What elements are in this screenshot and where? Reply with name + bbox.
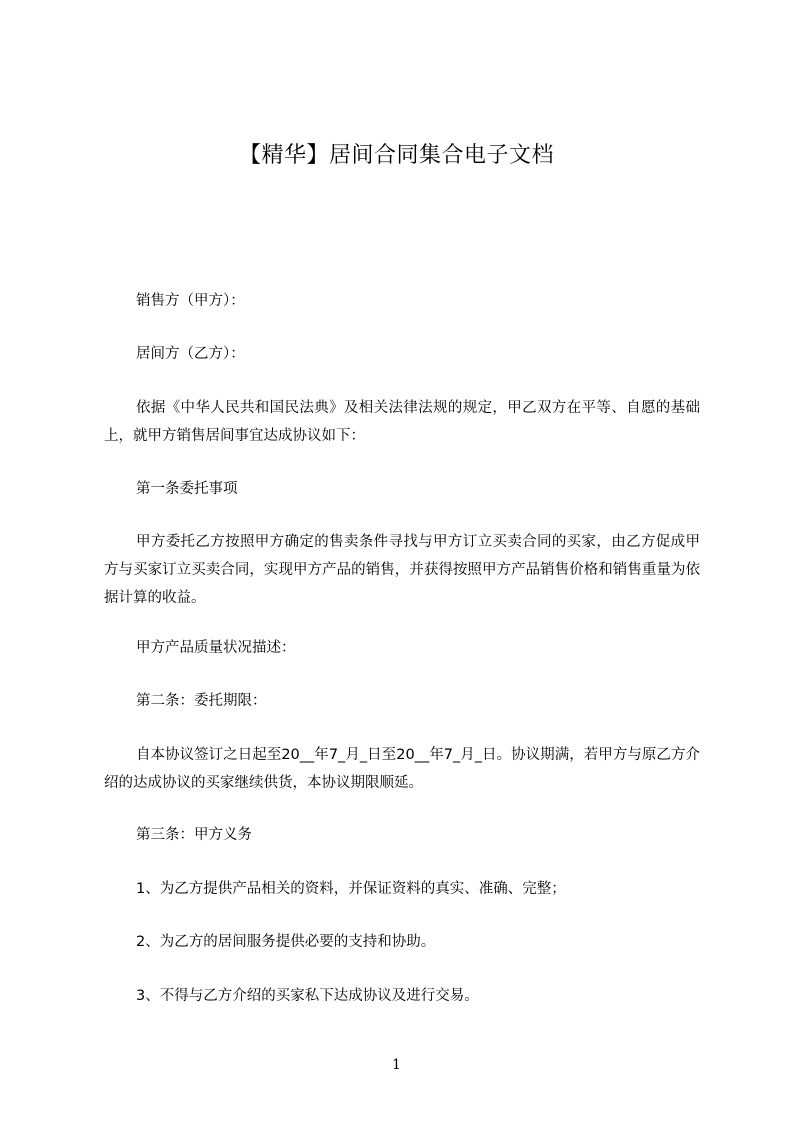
article-2-heading: 第二条：委托期限：	[136, 693, 267, 709]
article-1-heading: 第一条委托事项	[136, 481, 238, 497]
document-title: 【精华】居间合同集合电子文档	[238, 143, 554, 168]
party-b-line: 居间方（乙方）：	[136, 346, 245, 362]
product-quality-line: 甲方产品质量状况描述：	[136, 640, 296, 656]
article-1-body: 甲方委托乙方按照甲方确定的售卖条件寻找与甲方订立买卖合同的买家，由乙方促成甲方与买家订立买卖合同，实现甲方产品的销售，并获得按照甲方产品销售价格和销售重量为依据计算的收益。	[104, 534, 700, 606]
article-3-item-3: 3、不得与乙方介绍的买家私下达成协议及进行交易。	[136, 988, 479, 1004]
article-3-item-2: 2、为乙方的居间服务提供必要的支持和协助。	[136, 934, 436, 950]
article-3-heading: 第三条：甲方义务	[136, 827, 252, 843]
article-3-item-1: 1、为乙方提供产品相关的资料，并保证资料的真实、准确、完整；	[136, 881, 566, 897]
party-a-line: 销售方（甲方）：	[136, 293, 245, 309]
preamble-paragraph: 依据《中华人民共和国民法典》及相关法律法规的规定，甲乙双方在平等、自愿的基础上，就甲方销售居间事宜达成协议如下：	[104, 400, 700, 444]
page-number: 1	[392, 1057, 401, 1073]
article-2-body: 自本协议签订之日起至20__年7_月_日至20__年7_月_日。协议期满，若甲方与原乙方介绍的达成协议的买家继续供货，本协议期限顺延。	[104, 747, 700, 791]
